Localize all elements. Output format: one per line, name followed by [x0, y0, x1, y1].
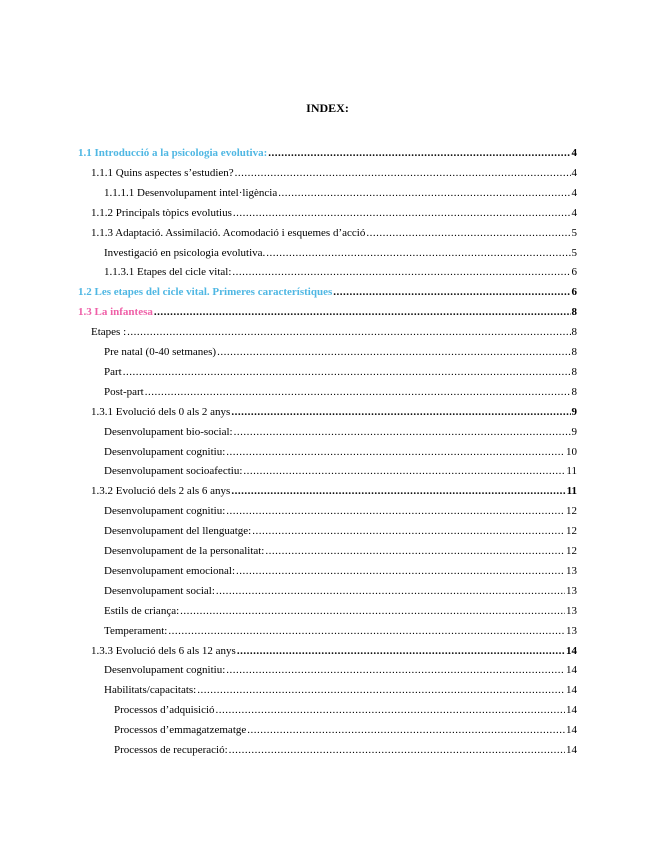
toc-entry-label: 1.1.1.1 Desenvolupament intel·ligència	[104, 186, 278, 199]
toc-leader-dots	[217, 345, 570, 359]
toc-leader-dots	[231, 484, 565, 498]
toc-leader-dots	[226, 504, 565, 518]
toc-page-number: 14	[566, 644, 577, 657]
toc-entry-label: 1.3.3 Evolució dels 6 als 12 anys	[91, 644, 236, 657]
toc-entry[interactable]	[91, 484, 577, 498]
toc-leader-dots	[145, 385, 571, 399]
toc-entry[interactable]	[78, 146, 577, 160]
toc-entry-label: 1.2 Les etapes del cicle vital. Primeres característiques	[78, 286, 333, 299]
toc-entry[interactable]	[104, 445, 577, 459]
toc-leader-dots	[127, 325, 570, 339]
toc-leader-dots	[231, 405, 570, 419]
toc-page-number: 4	[571, 186, 577, 199]
toc-leader-dots	[247, 723, 565, 737]
toc-page-number: 10	[566, 445, 577, 458]
toc-leader-dots	[233, 206, 571, 220]
toc-page-number: 14	[566, 744, 577, 756]
toc-entry-label: Desenvolupament social:	[104, 584, 215, 597]
toc-page-number: 13	[566, 564, 577, 577]
toc-entry-label: Desenvolupament de la personalitat:	[104, 545, 265, 557]
toc-page-number: 14	[566, 724, 577, 737]
toc-entry-label: Estils de criança:	[104, 604, 180, 617]
toc-entry[interactable]	[91, 325, 577, 339]
toc-entry-label: Desenvolupament cognitiu:	[104, 664, 226, 677]
toc-entry[interactable]	[114, 703, 577, 717]
toc-entry-label: 1.3 La infantesa	[78, 306, 153, 319]
toc-leader-dots	[226, 663, 565, 677]
toc-leader-dots	[232, 265, 570, 279]
toc-leader-dots	[366, 226, 570, 240]
toc-page-number: 12	[566, 525, 577, 538]
toc-entry-label: 1.1.3 Adaptació. Assimilació. Acomodació i esquemes d’acció	[91, 226, 366, 239]
toc-leader-dots	[266, 246, 570, 260]
toc-leader-dots	[243, 464, 565, 478]
toc-entry-label: Desenvolupament emocional:	[104, 564, 236, 577]
toc-page-number: 8	[571, 346, 577, 358]
toc-leader-dots	[235, 166, 571, 180]
toc-page-number: 6	[571, 266, 577, 279]
toc-entry[interactable]	[78, 285, 577, 299]
toc-leader-dots	[168, 624, 565, 638]
toc-entry-label: Desenvolupament bio-social:	[104, 425, 233, 438]
toc-leader-dots	[278, 186, 570, 200]
toc-page-number: 13	[566, 624, 577, 637]
toc-leader-dots	[236, 564, 565, 578]
toc-entry-label: 1.3.2 Evolució dels 2 als 6 anys	[91, 485, 231, 498]
toc-entry[interactable]	[104, 683, 577, 697]
toc-entry-label: 1.1.3.1 Etapes del cicle vital:	[104, 266, 232, 279]
toc-entry-label: Habilitats/capacitats:	[104, 684, 197, 697]
toc-entry[interactable]	[104, 624, 577, 638]
toc-entry[interactable]	[104, 345, 577, 359]
toc-leader-dots	[197, 683, 565, 697]
toc-entry[interactable]	[104, 365, 577, 379]
toc-page-number: 6	[571, 286, 577, 299]
toc-leader-dots	[234, 425, 571, 439]
toc-entry[interactable]	[104, 385, 577, 399]
toc-entry-label: Temperament:	[104, 624, 168, 637]
toc-leader-dots	[180, 604, 565, 618]
toc-page-number: 11	[566, 485, 577, 498]
toc-entry-label: Processos d’emmagatzematge	[114, 724, 247, 737]
index-title: INDEX:	[306, 101, 349, 115]
toc-page-number: 14	[566, 684, 577, 697]
toc-leader-dots	[226, 445, 565, 459]
toc-leader-dots	[229, 743, 565, 757]
toc-leader-dots	[252, 524, 565, 538]
toc-leader-dots	[268, 146, 570, 160]
toc-entry-label: 1.1.1 Quins aspectes s’estudien?	[91, 166, 234, 179]
toc-entry-label: Desenvolupament del llenguatge:	[104, 525, 252, 538]
toc-entry[interactable]	[104, 265, 577, 279]
toc-page-number: 14	[566, 664, 577, 677]
toc-entry-label: Desenvolupament cognitiu:	[104, 505, 226, 518]
toc-entry-label: Desenvolupament socioafectiu:	[104, 465, 243, 478]
toc-leader-dots	[237, 644, 565, 658]
toc-entry[interactable]	[114, 743, 577, 757]
toc-entry[interactable]	[104, 524, 577, 538]
toc-page-number: 8	[571, 326, 577, 339]
toc-entry[interactable]	[104, 246, 577, 260]
toc-entry[interactable]	[104, 564, 577, 578]
toc-entry[interactable]	[104, 604, 577, 618]
toc-entry-label: Processos de recuperació:	[114, 744, 228, 756]
toc-entry-label: Pre natal (0-40 setmanes)	[104, 346, 217, 358]
toc-page-number: 4	[571, 147, 577, 159]
toc-page-number: 8	[571, 385, 577, 398]
toc-page-number: 12	[566, 505, 577, 518]
toc-leader-dots	[216, 584, 565, 598]
toc-entry[interactable]	[91, 405, 577, 419]
toc-page-number: 8	[571, 306, 577, 319]
toc-entry[interactable]	[91, 166, 577, 180]
toc-entry-label: Investigació en psicologia evolutiva.	[104, 246, 266, 259]
toc-page-number: 9	[571, 405, 577, 418]
toc-entry[interactable]	[91, 644, 577, 658]
toc-entry-label: 1.1 Introducció a la psicologia evolutiva:	[78, 147, 268, 159]
toc-page-number: 13	[566, 584, 577, 597]
toc-entry-label: Etapes :	[91, 326, 127, 339]
toc-entry[interactable]	[114, 723, 577, 737]
toc-entry[interactable]	[91, 226, 577, 240]
toc-page-number: 4	[571, 166, 577, 179]
toc-entry-label: Part	[104, 365, 122, 378]
toc-page-number: 4	[571, 206, 577, 219]
toc-page-number: 13	[566, 604, 577, 617]
toc-leader-dots	[123, 365, 571, 379]
toc-entry-label: Processos d’adquisició	[114, 704, 215, 717]
toc-entry-label: 1.1.2 Principals tòpics evolutius	[91, 206, 232, 219]
toc-entry-label: 1.3.1 Evolució dels 0 als 2 anys	[91, 405, 231, 418]
toc-page-number: 11	[566, 465, 577, 478]
toc-page-number: 14	[566, 704, 577, 717]
toc-page-number: 12	[566, 545, 577, 557]
toc-entry[interactable]	[104, 584, 577, 598]
toc-leader-dots	[265, 544, 565, 558]
toc-entry-label: Desenvolupament cognitiu:	[104, 445, 226, 458]
toc-entry[interactable]	[104, 425, 577, 439]
toc-entry[interactable]	[104, 186, 577, 200]
toc-entry[interactable]	[104, 663, 577, 677]
toc-leader-dots	[333, 285, 570, 299]
toc-entry[interactable]	[78, 305, 577, 319]
toc-entry[interactable]	[91, 206, 577, 220]
toc-page-number: 5	[571, 246, 577, 259]
toc-entry-label: Post-part	[104, 385, 144, 398]
toc-page-number: 5	[571, 226, 577, 239]
toc-entry[interactable]	[104, 504, 577, 518]
toc-entry[interactable]	[104, 464, 577, 478]
toc-entry[interactable]	[104, 544, 577, 558]
toc-page-number: 8	[571, 365, 577, 378]
toc-leader-dots	[154, 305, 571, 319]
toc-leader-dots	[216, 703, 565, 717]
toc-page-number: 9	[571, 425, 577, 438]
